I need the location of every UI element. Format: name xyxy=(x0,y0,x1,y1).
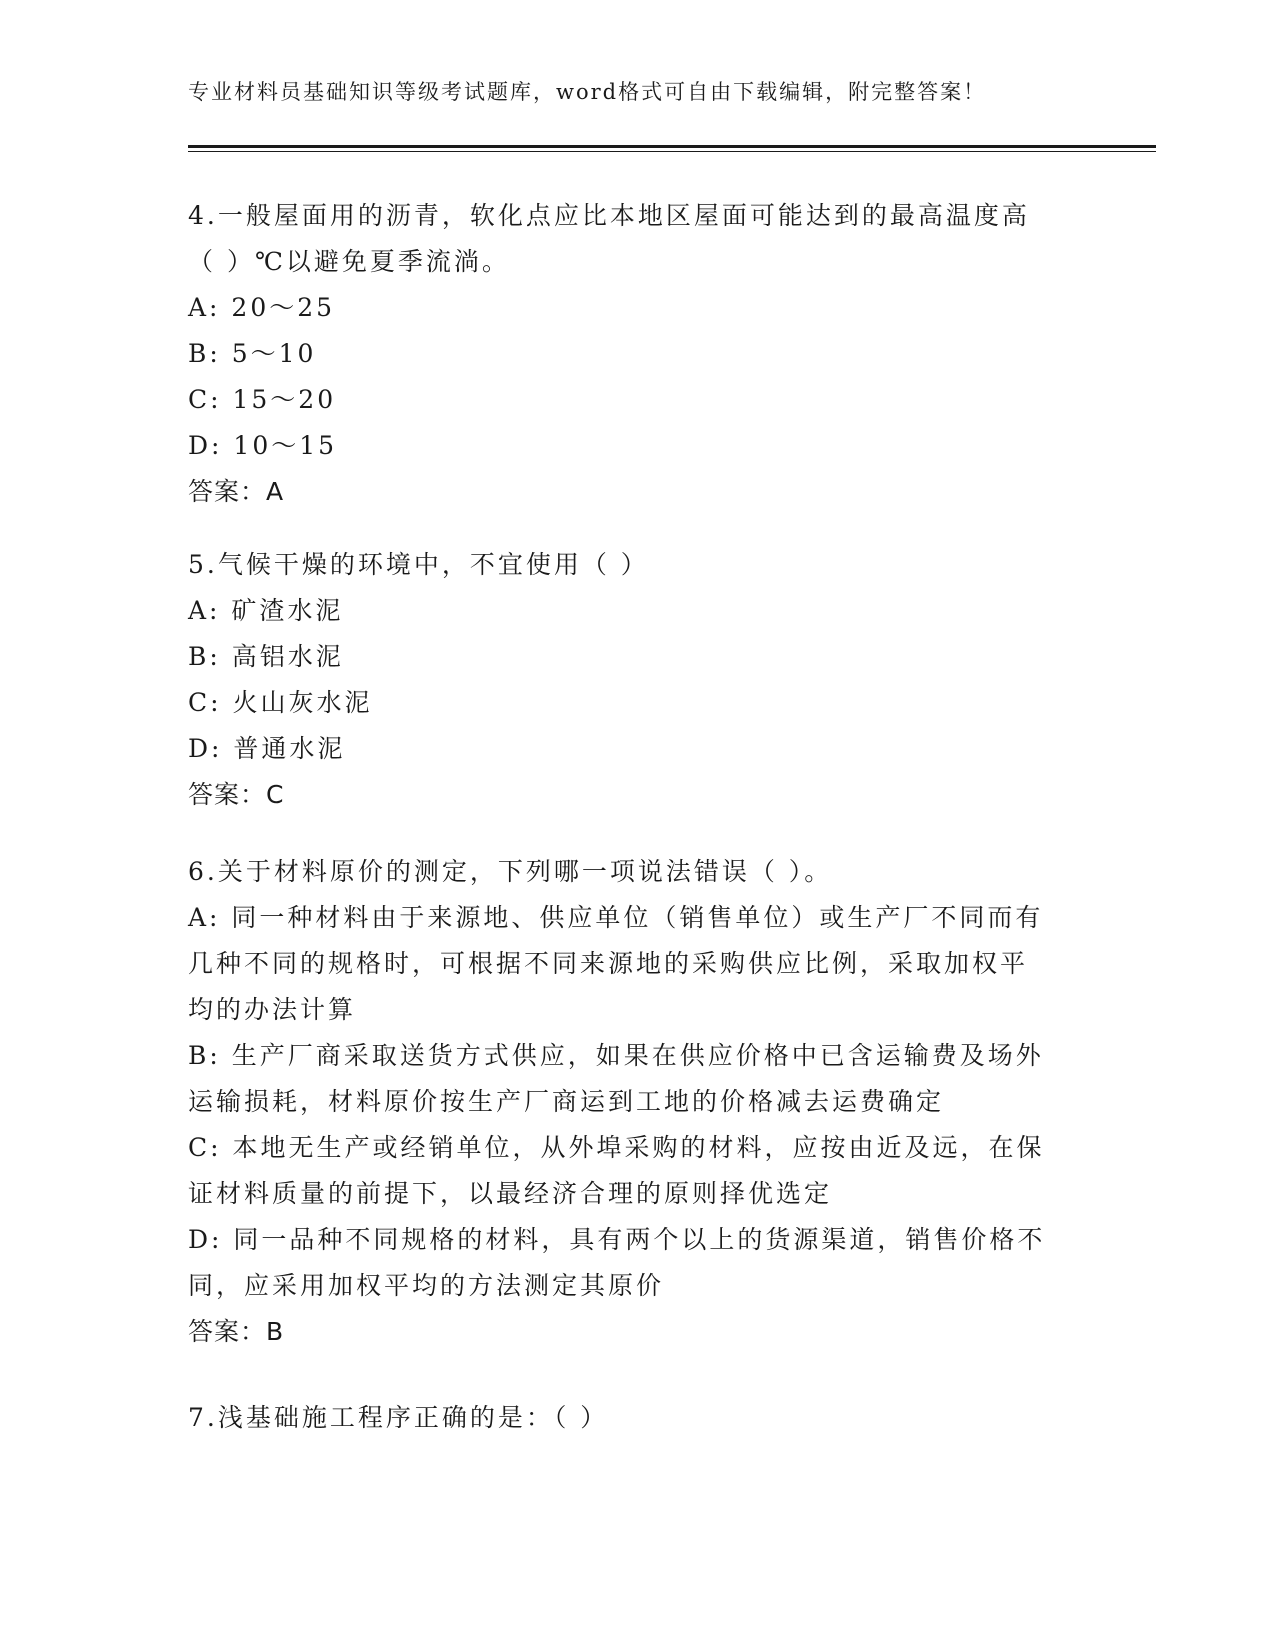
question-stem-line: 5.气候干燥的环境中，不宜使用（ ） xyxy=(188,550,649,579)
option-c-line-1: C: 本地无生产或经销单位，从外埠采购的材料，应按由近及远，在保 xyxy=(188,1133,1045,1162)
option-b: B: 高铝水泥 xyxy=(188,642,344,671)
option-c: C: 火山灰水泥 xyxy=(188,688,373,717)
answer-label: 答案：C xyxy=(188,780,285,809)
option-a-line-2: 几种不同的规格时，可根据不同来源地的采购供应比例，采取加权平 xyxy=(188,949,1029,978)
question-stem-line: 6.关于材料原价的测定，下列哪一项说法错误（ ）。 xyxy=(188,857,833,886)
question-6 xyxy=(188,849,1088,1355)
option-a: A: 矿渣水泥 xyxy=(188,596,344,625)
option-b-line-2: 运输损耗，材料原价按生产厂商运到工地的价格减去运费确定 xyxy=(188,1087,945,1116)
option-c-line-2: 证材料质量的前提下，以最经济合理的原则择优选定 xyxy=(188,1179,833,1208)
header-divider-thin xyxy=(188,151,1156,152)
option-d: D: 普通水泥 xyxy=(188,734,346,763)
answer-label: 答案：A xyxy=(188,477,285,506)
page-header: 专业材料员基础知识等级考试题库，word格式可自由下载编辑，附完整答案！ xyxy=(188,80,987,104)
question-4 xyxy=(188,193,1088,515)
answer-label: 答案：B xyxy=(188,1317,285,1346)
option-b: B: 5～10 xyxy=(188,339,317,368)
option-c: C: 15～20 xyxy=(188,385,337,414)
option-d-line-2: 同，应采用加权平均的方法测定其原价 xyxy=(188,1271,665,1300)
header-divider-thick xyxy=(188,145,1156,148)
option-d: D: 10～15 xyxy=(188,431,338,460)
option-d-line-1: D: 同一品种不同规格的材料，具有两个以上的货源渠道，销售价格不 xyxy=(188,1225,1046,1254)
option-a-line-3: 均的办法计算 xyxy=(188,995,357,1024)
question-stem-line: 4.一般屋面用的沥青，软化点应比本地区屋面可能达到的最高温度高 xyxy=(188,201,1030,230)
question-5 xyxy=(188,542,1088,818)
question-stem-line: （ ）℃以避免夏季流淌。 xyxy=(188,247,510,276)
option-a-line-1: A: 同一种材料由于来源地、供应单位（销售单位）或生产厂不同而有 xyxy=(188,903,1044,932)
option-b-line-1: B: 生产厂商采取送货方式供应，如果在供应价格中已含运输费及场外 xyxy=(188,1041,1044,1070)
question-7 xyxy=(188,1395,1088,1441)
option-a: A: 20～25 xyxy=(188,293,336,322)
question-stem-line: 7.浅基础施工程序正确的是：（ ） xyxy=(188,1403,609,1432)
